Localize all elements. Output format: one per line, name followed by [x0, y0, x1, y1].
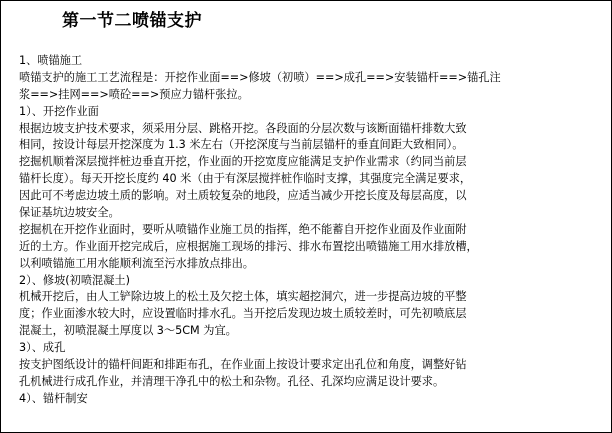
paragraph-line: 挖掘机在开挖作业面时，要听从喷锚作业施工员的指挥，绝不能蓄自开挖作业面及作业面附 — [19, 222, 467, 236]
subheading-drilling: 3）、成孔 — [19, 341, 66, 355]
paragraph-line: 因此可不考虑边坡土质的影响。对土质较复杂的地段，应适当减少开挖长度及每层高度，以 — [19, 189, 467, 203]
paragraph-line: 锚杆长度）。每天开挖长度约 40 米（由于有深层搅拌桩作临时支撑，其强度完全满足要求， — [19, 172, 472, 186]
paragraph-line: 孔机械进行成孔作业，并清理干净孔中的松土和杂物。孔径、孔深均应满足设计要求。 — [19, 374, 445, 388]
paragraph-line: 以利喷锚施工用水能顺利流至污水排放点排出。 — [19, 256, 254, 270]
paragraph-line: 混凝土，初喷混凝土厚度以 3～5CM 为宜。 — [19, 324, 237, 338]
section-title: 第一节二喷锚支护 — [62, 11, 202, 31]
paragraph-line: 喷锚支护的施工工艺流程是：开挖作业面==>修坡（初喷）==>成孔==>安装锚杆==>锚孔注 — [19, 70, 501, 84]
paragraph-line: 机械开挖后，由人工铲除边坡上的松土及欠挖土体，填实超挖洞穴，进一步提高边坡的平整 — [19, 290, 467, 304]
paragraph-line: 挖掘机顺着深层搅拌桩边垂直开挖，作业面的开挖宽度应能满足支护作业需求（约同当前层 — [19, 155, 467, 169]
subheading-slope-trimming: 2）、修坡(初喷混凝土) — [19, 273, 130, 287]
paragraph-line: 浆==>挂网==>喷砼==>预应力锚杆张拉。 — [19, 87, 249, 101]
document-body — [19, 53, 599, 408]
subheading-excavation-face: 1）、开挖作业面 — [19, 104, 99, 118]
paragraph-line: 按支护图纸设计的锚杆间距和排距布孔，在作业面上按设计要求定出孔位和角度，调整好钻 — [19, 358, 467, 372]
paragraph-line: 近的土方。作业面开挖完成后，应根据施工现场的排污、排水布置挖出喷锚施工用水排放槽， — [19, 239, 478, 253]
paragraph-line: 度；作业面渗水较大时，应设置临时排水孔。当开挖后发现边坡土质较差时，可先初喷底层 — [19, 307, 467, 321]
subheading-anchor-fabrication: 4）、锚杆制安 — [19, 391, 88, 405]
paragraph-line: 根据边坡支护技术要求，须采用分层、跳格开挖。各段面的分层次数与该断面锚杆排数大致 — [19, 121, 467, 135]
paragraph-line: 相同，按设计每层开挖深度为 1.3 米左右（开挖深度与当前层锚杆的垂直间距大致相同）。 — [19, 138, 464, 152]
heading-shotcrete-construction: 1、喷锚施工 — [19, 54, 83, 67]
paragraph-line: 保证基坑边坡安全。 — [19, 206, 120, 220]
